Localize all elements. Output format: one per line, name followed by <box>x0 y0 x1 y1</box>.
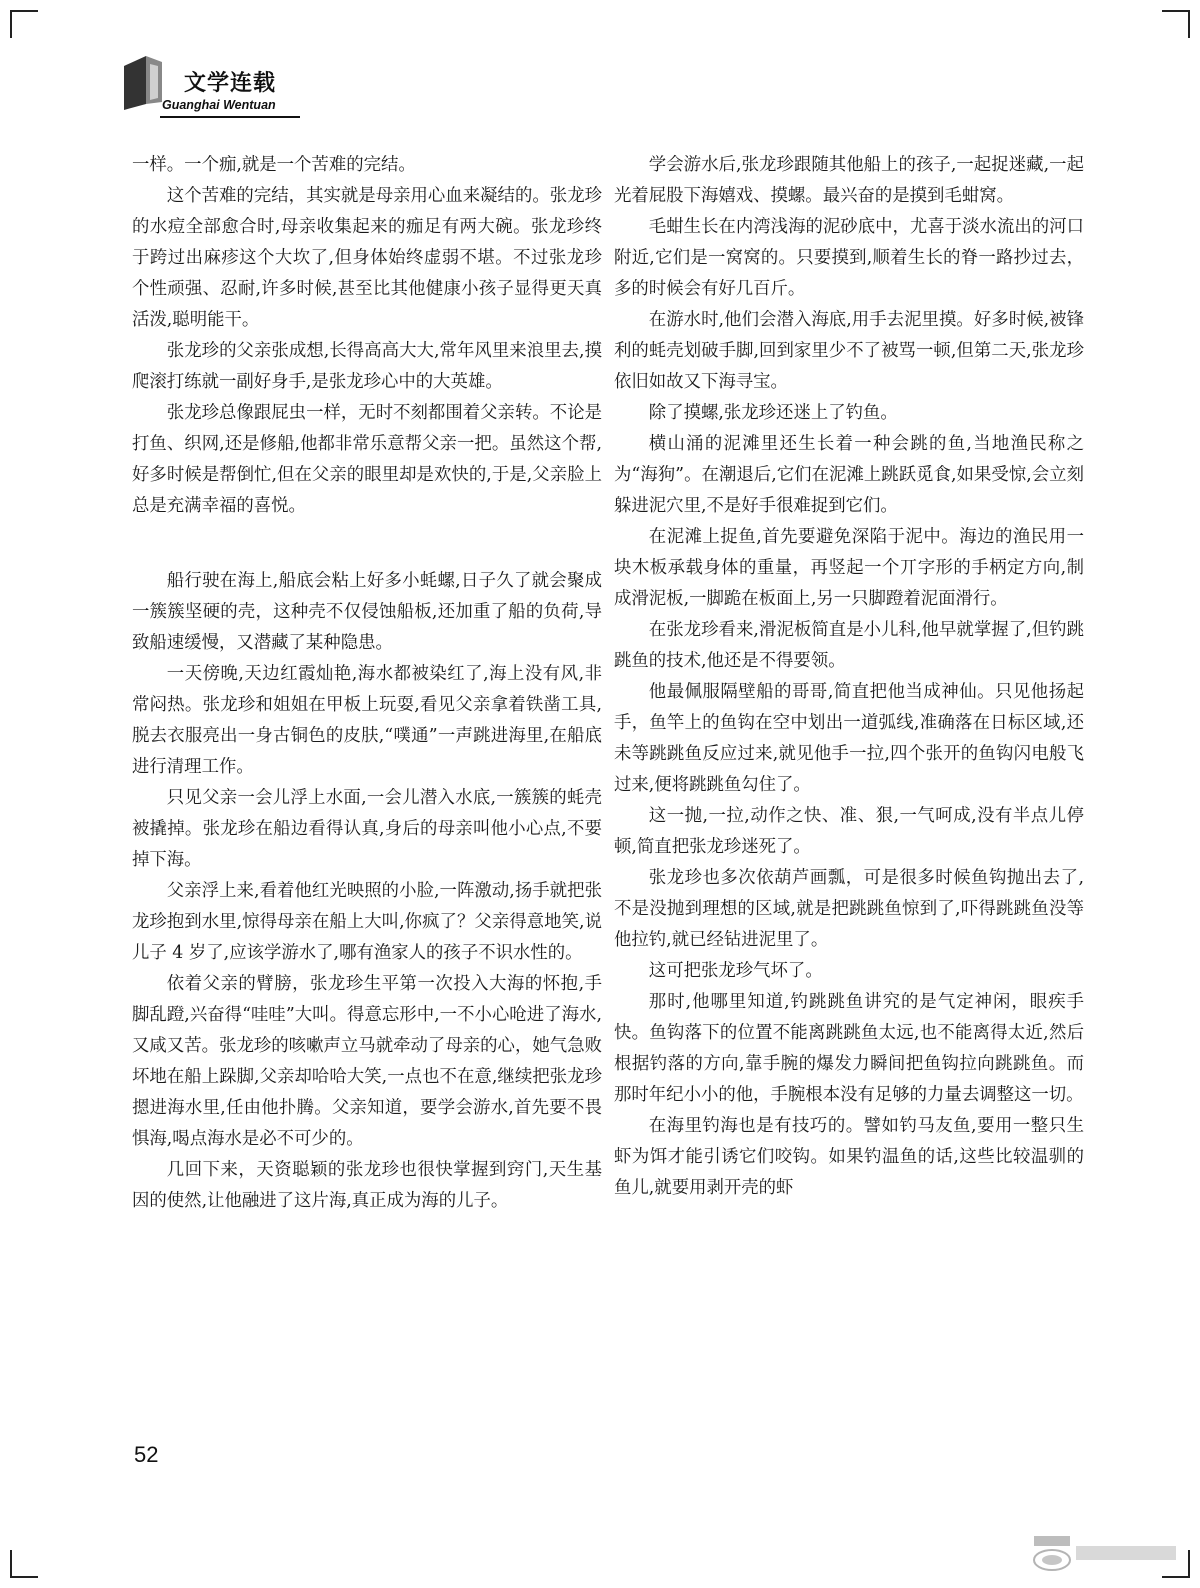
paragraph: 学会游水后,张龙珍跟随其他船上的孩子,一起捉迷藏,一起光着屁股下海嬉戏、摸螺。最兴奋的是摸到毛蚶窝。 <box>614 155 1084 206</box>
paragraph: 除了摸螺,张龙珍还迷上了钓鱼。 <box>648 403 898 423</box>
paragraph: 一样。一个痂,就是一个苦难的完结。 <box>132 155 416 175</box>
paragraph: 在张龙珍看来,滑泥板简直是小儿科,他早就掌握了,但钓跳跳鱼的技术,他还是不得要领。 <box>614 620 1084 671</box>
paragraph: 张龙珍的父亲张成想,长得高高大大,常年风里来浪里去,摸爬滚打练就一副好身手,是张龙珍心中的大英雄。 <box>132 341 602 392</box>
paragraph: 在海里钓海也是有技巧的。譬如钓马友鱼,要用一整只生虾为饵才能引诱它们咬钩。如果钓温鱼的话,这些比较温驯的鱼儿,就要用剥开壳的虾 <box>614 1116 1084 1198</box>
paragraph: 这个苦难的完结，其实就是母亲用心血来凝结的。张龙珍的水痘全部愈合时,母亲收集起来的痂足有两大碗。张龙珍终于跨过出麻疹这个大坎了,但身体始终虚弱不堪。不过张龙珍个性顽强、忍耐,许多时候,甚至比其他健康小孩子显得更天真活泼,聪明能干。 <box>132 186 602 330</box>
paragraph: 父亲浮上来,看着他红光映照的小脸,一阵激动,扬手就把张龙珍抱到水里,惊得母亲在船上大叫,你疯了？父亲得意地笑,说儿子 4 岁了,应该学游水了,哪有渔家人的孩子不识水性的。 <box>132 881 602 963</box>
section-title: 文学连载 <box>184 71 277 96</box>
paragraph: 这一抛,一拉,动作之快、准、狠,一气呵成,没有半点儿停顿,简直把张龙珍迷死了。 <box>614 806 1084 857</box>
crop-mark-top-left <box>10 10 38 38</box>
paragraph: 一天傍晚,天边红霞灿艳,海水都被染红了,海上没有风,非常闷热。张龙珍和姐姐在甲板上玩耍,看见父亲拿着铁凿工具,脱去衣服亮出一身古铜色的皮肤,“噗通”一声跳进海里,在船底进行清理工作。 <box>132 664 602 777</box>
section-break <box>132 522 602 566</box>
paragraph: 横山涌的泥滩里还生长着一种会跳的鱼,当地渔民称之为“海狗”。在潮退后,它们在泥滩上跳跃觅食,如果受惊,会立刻躲进泥穴里,不是好手很难捉到它们。 <box>614 434 1084 516</box>
paragraph: 张龙珍也多次依葫芦画瓢，可是很多时候鱼钩抛出去了,不是没抛到理想的区域,就是把跳跳鱼惊到了,吓得跳跳鱼没等他拉钓,就已经钻进泥里了。 <box>614 868 1084 950</box>
paragraph: 他最佩服隔壁船的哥哥,简直把他当成神仙。只见他扬起手，鱼竿上的鱼钩在空中划出一道弧线,准确落在日标区域,还未等跳跳鱼反应过来,就见他手一拉,四个张开的鱼钩闪电般飞过来,便将跳跳鱼勾住了。 <box>614 682 1084 795</box>
crop-mark-top-right <box>1162 10 1190 38</box>
paragraph: 张龙珍总像跟屁虫一样，无时不刻都围着父亲转。不论是打鱼、织网,还是修船,他都非常乐意帮父亲一把。虽然这个帮,好多时候是帮倒忙,但在父亲的眼里却是欢快的,于是,父亲脸上总是充满幸福的喜悦。 <box>132 403 602 516</box>
paragraph: 在泥滩上捉鱼,首先要避免深陷于泥中。海边的渔民用一块木板承载身体的重量，再竖起一个丌字形的手柄定方向,制成滑泥板,一脚跪在板面上,另一只脚蹬着泥面滑行。 <box>614 527 1084 609</box>
watermark-logo-icon <box>1030 1528 1180 1574</box>
header-divider <box>160 116 300 118</box>
section-header <box>122 52 302 122</box>
paragraph: 毛蚶生长在内湾浅海的泥砂底中，尤喜于淡水流出的河口附近,它们是一窝窝的。只要摸到,顺着生长的脊一路抄过去，多的时候会有好几百斤。 <box>614 217 1084 299</box>
section-subtitle: Guanghai Wentuan <box>162 98 276 112</box>
paragraph: 只见父亲一会儿浮上水面,一会儿潜入水底,一簇簇的蚝壳被撬掉。张龙珍在船边看得认真,身后的母亲叫他小心点,不要掉下海。 <box>132 788 602 870</box>
paragraph: 在游水时,他们会潜入海底,用手去泥里摸。好多时候,被锋利的蚝壳划破手脚,回到家里少不了被骂一顿,但第二天,张龙珍依旧如故又下海寻宝。 <box>614 310 1084 392</box>
paragraph: 这可把张龙珍气坏了。 <box>648 961 823 981</box>
paragraph: 依着父亲的臂膀，张龙珍生平第一次投入大海的怀抱,手脚乱蹬,兴奋得“哇哇”大叫。得意忘形中,一不小心呛进了海水,又咸又苦。张龙珍的咳嗽声立马就牵动了母亲的心，她气急败坏地在船上跺脚,父亲却哈哈大笑,一点也不在意,继续把张龙珍摁进海水里,任由他扑腾。父亲知道，要学会游水,首先要不畏惧海,喝点海水是必不可少的。 <box>132 974 602 1149</box>
paragraph: 船行驶在海上,船底会粘上好多小蚝螺,日子久了就会聚成一簇簇坚硬的壳，这种壳不仅侵蚀船板,还加重了船的负荷,导致船速缓慢，又潜藏了某种隐患。 <box>132 571 602 653</box>
right-text-column <box>614 150 1084 1204</box>
crop-mark-bottom-left <box>10 1550 38 1578</box>
paragraph: 那时,他哪里知道,钓跳跳鱼讲究的是气定神闲，眼疾手快。鱼钩落下的位置不能离跳跳鱼太远,也不能离得太近,然后根据钓落的方向,靠手腕的爆发力瞬间把鱼钩拉向跳跳鱼。而那时年纪小小的他，手腕根本没有足够的力量去调整这一切。 <box>614 992 1084 1105</box>
left-text-column <box>132 150 602 1217</box>
paragraph: 几回下来，天资聪颖的张龙珍也很快掌握到窍门,天生基因的使然,让他融进了这片海,真正成为海的儿子。 <box>132 1160 602 1211</box>
page-number: 52 <box>134 1442 159 1467</box>
